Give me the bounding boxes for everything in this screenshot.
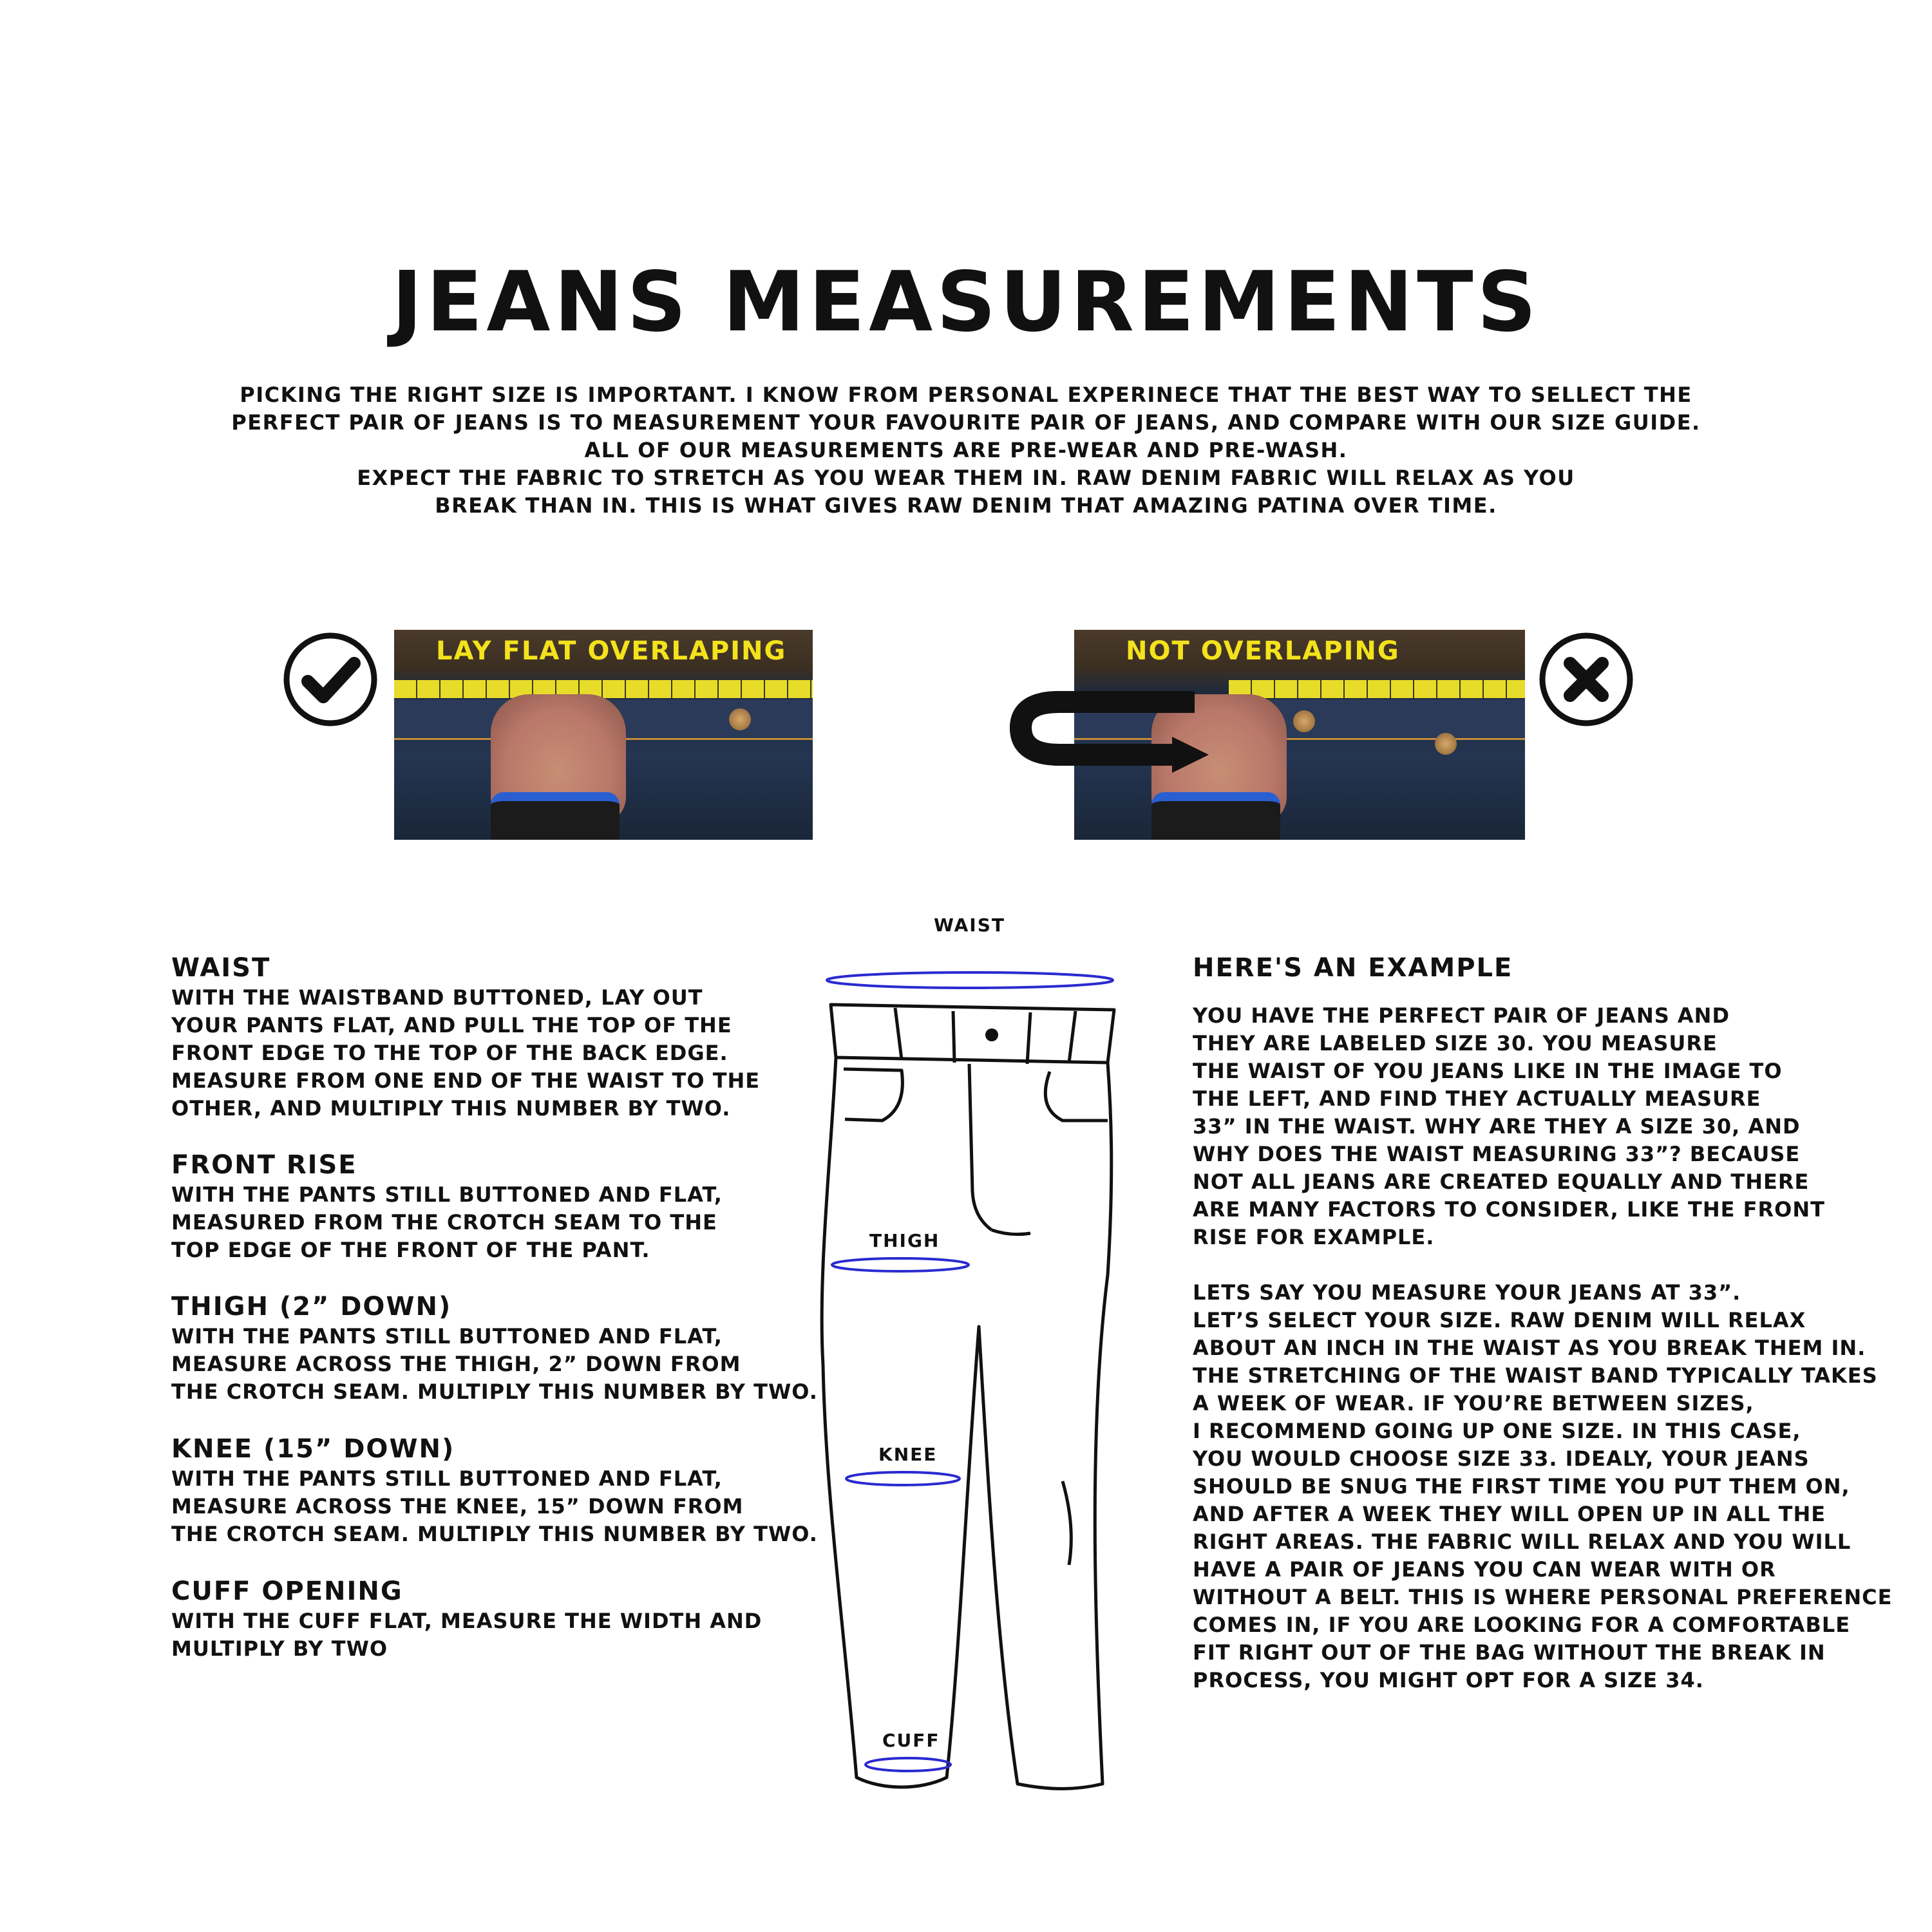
example-line: WITHOUT A BELT. THIS IS WHERE PERSONAL PREFERENCE bbox=[1193, 1585, 1893, 1609]
intro-line: ALL OF OUR MEASUREMENTS ARE PRE-WEAR AND PRE-WASH. bbox=[584, 438, 1348, 462]
photo-label-bad: NOT OVERLAPING bbox=[1126, 636, 1400, 666]
section-line: THE CROTCH SEAM. MULTIPLY THIS NUMBER BY TWO. bbox=[171, 1379, 818, 1404]
section-knee bbox=[171, 1433, 818, 1548]
section-line: MEASURE ACROSS THE KNEE, 15” DOWN FROM bbox=[171, 1494, 744, 1519]
diagram-label-cuff: CUFF bbox=[882, 1730, 940, 1751]
section-heading: FRONT RISE bbox=[171, 1150, 357, 1180]
intro-line: BREAK THAN IN. THIS IS WHAT GIVES RAW DENIM THAT AMAZING PATINA OVER TIME. bbox=[435, 493, 1497, 518]
intro-paragraph bbox=[193, 381, 1739, 520]
example-line: YOU HAVE THE PERFECT PAIR OF JEANS AND bbox=[1193, 1003, 1730, 1028]
photo-lay-flat-overlapping bbox=[394, 630, 813, 840]
section-line: WITH THE CUFF FLAT, MEASURE THE WIDTH AND bbox=[171, 1609, 762, 1633]
intro-line: EXPECT THE FABRIC TO STRETCH AS YOU WEAR THEM IN. RAW DENIM FABRIC WILL RELAX AS YOU bbox=[357, 466, 1575, 490]
section-line: THE CROTCH SEAM. MULTIPLY THIS NUMBER BY TWO. bbox=[171, 1522, 818, 1546]
section-thigh bbox=[171, 1291, 818, 1406]
section-heading: CUFF OPENING bbox=[171, 1577, 403, 1606]
section-line: WITH THE PANTS STILL BUTTONED AND FLAT, bbox=[171, 1466, 723, 1491]
example-line: NOT ALL JEANS ARE CREATED EQUALLY AND THERE bbox=[1193, 1170, 1810, 1194]
jeans-outline bbox=[805, 914, 1140, 1803]
section-line: MEASURED FROM THE CROTCH SEAM TO THE bbox=[171, 1210, 717, 1235]
section-heading: THIGH (2” DOWN) bbox=[171, 1292, 452, 1321]
example-line: A WEEK OF WEAR. IF YOU’RE BETWEEN SIZES, bbox=[1193, 1391, 1754, 1416]
example-line: COMES IN, IF YOU ARE LOOKING FOR A COMFORTABLE bbox=[1193, 1613, 1851, 1637]
example-line: HAVE A PAIR OF JEANS YOU CAN WEAR WITH OR bbox=[1193, 1557, 1776, 1582]
page-title: JEANS MEASUREMENTS bbox=[392, 254, 1540, 350]
intro-line: PERFECT PAIR OF JEANS IS TO MEASUREMENT YOUR FAVOURITE PAIR OF JEANS, AND COMPARE WITH OUR SIZE GUIDE. bbox=[231, 410, 1701, 435]
section-line: WITH THE WAISTBAND BUTTONED, LAY OUT bbox=[171, 985, 703, 1010]
example-line: SHOULD BE SNUG THE FIRST TIME YOU PUT THEM ON, bbox=[1193, 1474, 1850, 1499]
section-heading: WAIST bbox=[171, 953, 271, 983]
section-line: TOP EDGE OF THE FRONT OF THE PANT. bbox=[171, 1238, 650, 1262]
example-line: PROCESS, YOU MIGHT OPT FOR A SIZE 34. bbox=[1193, 1668, 1704, 1692]
example-line: ABOUT AN INCH IN THE WAIST AS YOU BREAK THEM IN. bbox=[1193, 1336, 1866, 1360]
example-line: RISE FOR EXAMPLE. bbox=[1193, 1225, 1435, 1249]
section-cuff bbox=[171, 1575, 762, 1663]
photo-label-good: LAY FLAT OVERLAPING bbox=[436, 636, 787, 666]
section-line: FRONT EDGE TO THE TOP OF THE BACK EDGE. bbox=[171, 1041, 728, 1065]
x-circle-icon bbox=[1538, 631, 1634, 728]
example-line: 33” IN THE WAIST. WHY ARE THEY A SIZE 30, AND bbox=[1193, 1114, 1801, 1139]
photo-not-overlapping bbox=[1074, 630, 1525, 840]
example-line: THE STRETCHING OF THE WAIST BAND TYPICALLY TAKES bbox=[1193, 1363, 1878, 1388]
example-line: THEY ARE LABELED SIZE 30. YOU MEASURE bbox=[1193, 1031, 1718, 1056]
intro-line: PICKING THE RIGHT SIZE IS IMPORTANT. I KNOW FROM PERSONAL EXPERINECE THAT THE BEST WAY TO SELLECT THE bbox=[240, 383, 1692, 407]
example-line: AND AFTER A WEEK THEY WILL OPEN UP IN ALL THE bbox=[1193, 1502, 1826, 1526]
example-line: RIGHT AREAS. THE FABRIC WILL RELAX AND YOU WILL bbox=[1193, 1530, 1852, 1554]
example-line: YOU WOULD CHOOSE SIZE 33. IDEALY, YOUR JEANS bbox=[1193, 1446, 1810, 1471]
checkmark-circle-icon bbox=[282, 631, 379, 728]
section-line: MEASURE ACROSS THE THIGH, 2” DOWN FROM bbox=[171, 1352, 741, 1376]
section-heading: KNEE (15” DOWN) bbox=[171, 1434, 455, 1464]
section-line: OTHER, AND MULTIPLY THIS NUMBER BY TWO. bbox=[171, 1096, 731, 1121]
section-example bbox=[1193, 952, 1892, 1694]
section-line: MULTIPLY BY TWO bbox=[171, 1636, 388, 1661]
section-front-rise bbox=[171, 1149, 723, 1264]
section-line: WITH THE PANTS STILL BUTTONED AND FLAT, bbox=[171, 1324, 723, 1349]
section-line: MEASURE FROM ONE END OF THE WAIST TO THE bbox=[171, 1068, 761, 1093]
example-line: THE LEFT, AND FIND THEY ACTUALLY MEASURE bbox=[1193, 1086, 1761, 1111]
diagram-label-waist: WAIST bbox=[934, 914, 1005, 936]
example-line: THE WAIST OF YOU JEANS LIKE IN THE IMAGE TO bbox=[1193, 1059, 1783, 1083]
example-line: LETS SAY YOU MEASURE YOUR JEANS AT 33”. bbox=[1193, 1280, 1741, 1305]
diagram-label-thigh: THIGH bbox=[869, 1230, 940, 1251]
example-line: WHY DOES THE WAIST MEASURING 33”? BECAUSE bbox=[1193, 1142, 1801, 1166]
example-line: ARE MANY FACTORS TO CONSIDER, LIKE THE FRONT bbox=[1193, 1197, 1825, 1222]
example-line: LET’S SELECT YOUR SIZE. RAW DENIM WILL RELAX bbox=[1193, 1308, 1806, 1332]
section-waist bbox=[171, 952, 760, 1122]
diagram-label-knee: KNEE bbox=[878, 1444, 938, 1465]
example-line: FIT RIGHT OUT OF THE BAG WITHOUT THE BREAK IN bbox=[1193, 1640, 1826, 1665]
section-line: YOUR PANTS FLAT, AND PULL THE TOP OF THE bbox=[171, 1013, 732, 1037]
section-line: WITH THE PANTS STILL BUTTONED AND FLAT, bbox=[171, 1182, 723, 1207]
example-heading: HERE'S AN EXAMPLE bbox=[1193, 953, 1513, 983]
example-line: I RECOMMEND GOING UP ONE SIZE. IN THIS CASE, bbox=[1193, 1419, 1801, 1443]
